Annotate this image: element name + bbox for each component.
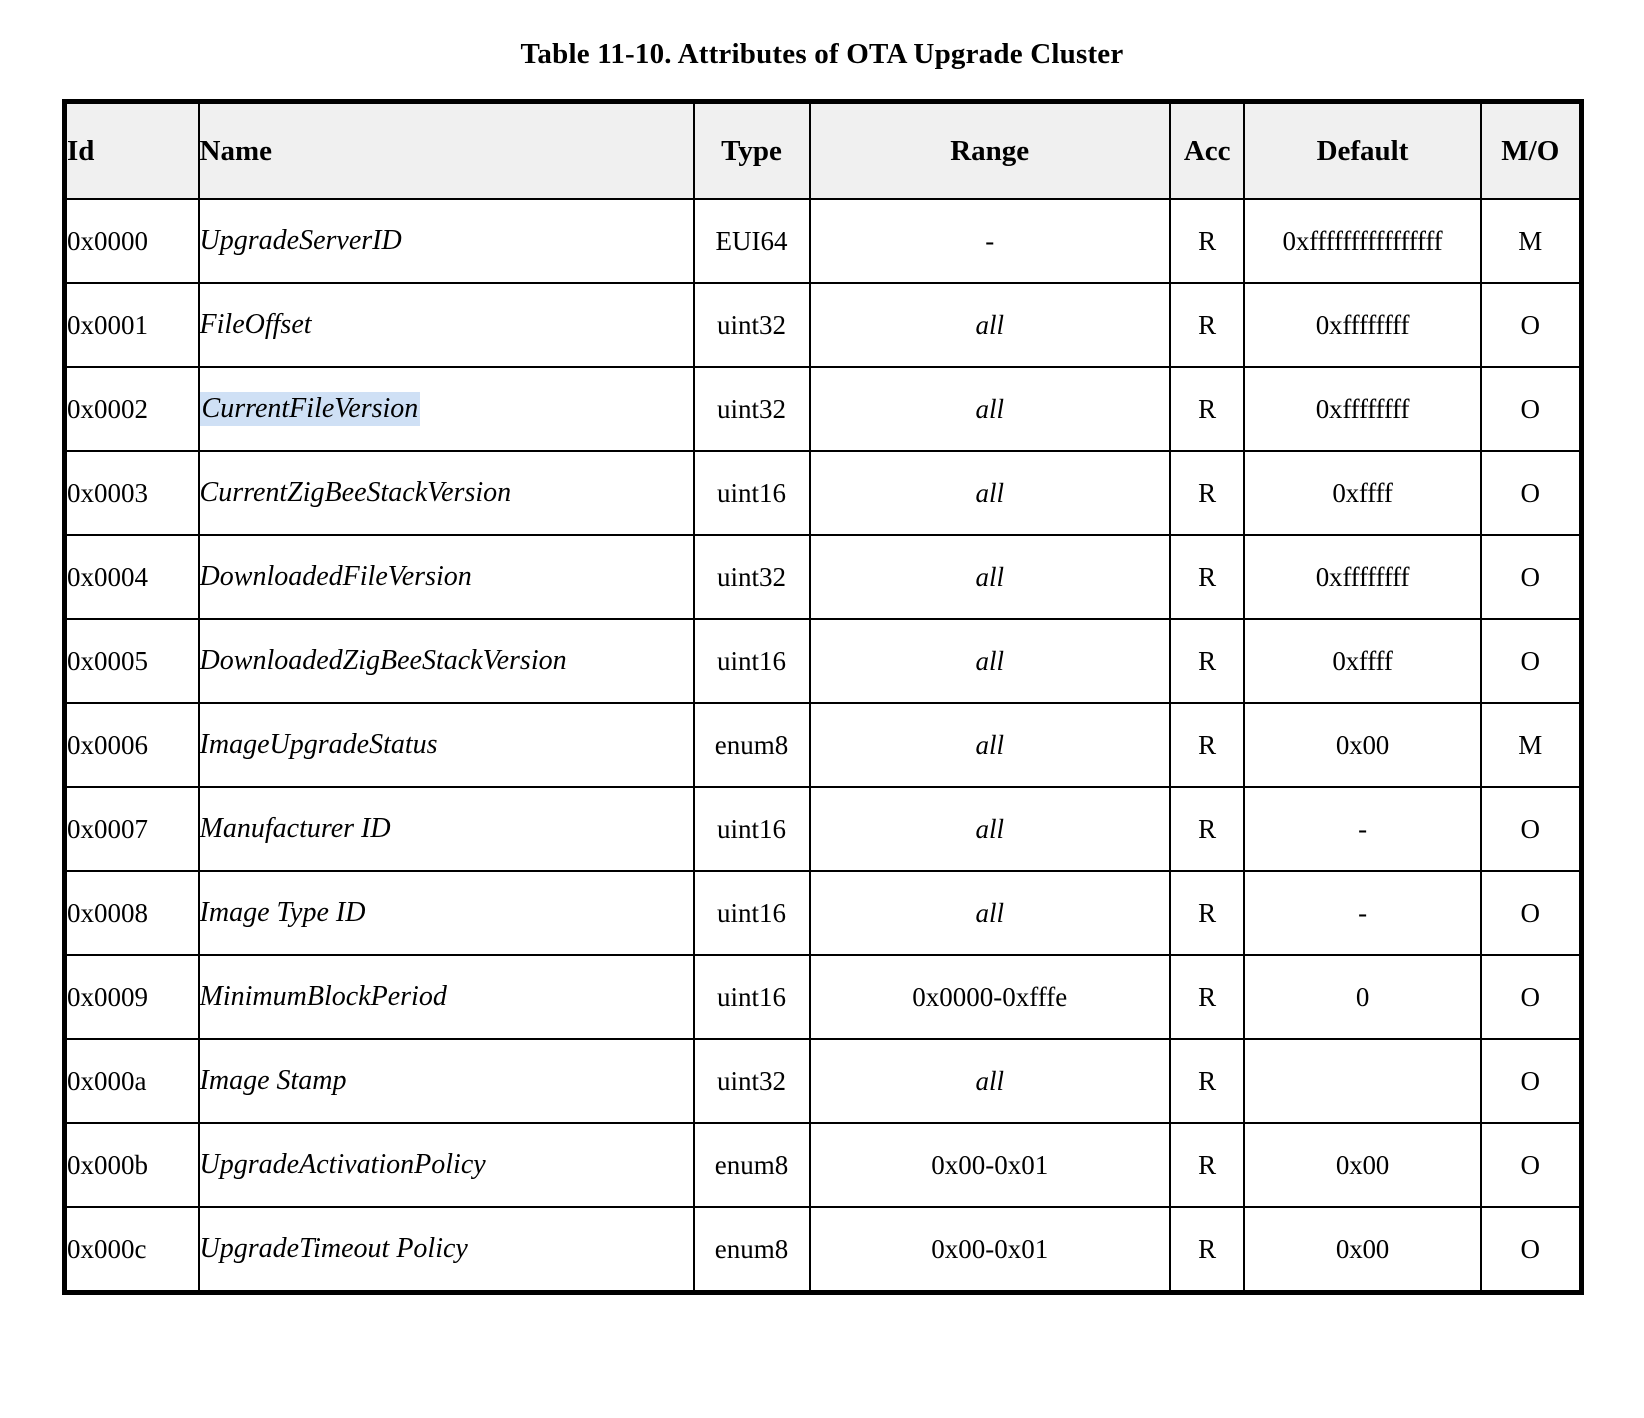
cell-default: 0xffff: [1244, 619, 1480, 703]
cell-acc: R: [1170, 199, 1245, 283]
cell-range: all: [810, 535, 1170, 619]
table-row: [66, 1039, 1580, 1123]
cell-mo: O: [1481, 367, 1580, 451]
cell-type: uint16: [694, 787, 810, 871]
cell-id: 0x000b: [66, 1123, 199, 1207]
cell-default: 0xffffffff: [1244, 535, 1480, 619]
cell-name: Manufacturer ID: [199, 787, 694, 871]
table-row: [66, 871, 1580, 955]
cell-default: 0xffffffff: [1244, 367, 1480, 451]
table-row: [66, 451, 1580, 535]
cell-type: enum8: [694, 1207, 810, 1291]
cell-range: -: [810, 199, 1170, 283]
cell-default: 0x00: [1244, 703, 1480, 787]
cell-range: all: [810, 1039, 1170, 1123]
cell-type: enum8: [694, 703, 810, 787]
cell-id: 0x0005: [66, 619, 199, 703]
cell-name: [199, 367, 694, 451]
cell-default: 0x00: [1244, 1207, 1480, 1291]
cell-range: 0x0000-0xfffe: [810, 955, 1170, 1039]
cell-id: 0x0008: [66, 871, 199, 955]
column-header-name: Name: [199, 103, 694, 199]
highlighted-attribute-name: CurrentFileVersion: [201, 393, 419, 424]
table-header: [66, 103, 1580, 199]
cell-type: uint16: [694, 619, 810, 703]
column-header-default: Default: [1244, 103, 1480, 199]
cell-mo: O: [1481, 1123, 1580, 1207]
cell-name: DownloadedFileVersion: [199, 535, 694, 619]
column-header-id: Id: [66, 103, 199, 199]
cell-type: uint32: [694, 367, 810, 451]
table-row: [66, 283, 1580, 367]
cell-name: FileOffset: [199, 283, 694, 367]
cell-acc: R: [1170, 871, 1245, 955]
column-header-range: Range: [810, 103, 1170, 199]
cell-name: MinimumBlockPeriod: [199, 955, 694, 1039]
cell-acc: R: [1170, 367, 1245, 451]
cell-id: 0x0002: [66, 367, 199, 451]
document-page: [0, 38, 1644, 1418]
column-header-mo: M/O: [1481, 103, 1580, 199]
table-container: [62, 99, 1584, 1295]
column-header-type: Type: [694, 103, 810, 199]
cell-mo: O: [1481, 955, 1580, 1039]
cell-name: UpgradeServerID: [199, 199, 694, 283]
cell-range: all: [810, 787, 1170, 871]
cell-default: 0xffffffffffffffff: [1244, 199, 1480, 283]
cell-type: uint16: [694, 451, 810, 535]
cell-default: -: [1244, 871, 1480, 955]
table-caption: Table 11-10. Attributes of OTA Upgrade Cluster: [520, 38, 1124, 70]
table-row: [66, 703, 1580, 787]
cell-mo: O: [1481, 871, 1580, 955]
table-row: [66, 535, 1580, 619]
table-row: [66, 367, 1580, 451]
cell-mo: M: [1481, 703, 1580, 787]
cell-id: 0x0003: [66, 451, 199, 535]
cell-range: all: [810, 619, 1170, 703]
cell-range: all: [810, 451, 1170, 535]
cell-mo: O: [1481, 619, 1580, 703]
cell-mo: M: [1481, 199, 1580, 283]
cell-default: -: [1244, 787, 1480, 871]
cell-mo: O: [1481, 787, 1580, 871]
cell-range: all: [810, 367, 1170, 451]
cell-range: 0x00-0x01: [810, 1207, 1170, 1291]
cell-acc: R: [1170, 955, 1245, 1039]
cell-acc: R: [1170, 1039, 1245, 1123]
cell-type: EUI64: [694, 199, 810, 283]
cell-name: Image Type ID: [199, 871, 694, 955]
cell-acc: R: [1170, 535, 1245, 619]
cell-type: enum8: [694, 1123, 810, 1207]
ota-upgrade-cluster-attributes-table: [65, 102, 1581, 1292]
cell-type: uint32: [694, 283, 810, 367]
table-row: [66, 199, 1580, 283]
table-row: [66, 619, 1580, 703]
cell-id: 0x0000: [66, 199, 199, 283]
cell-name: CurrentZigBeeStackVersion: [199, 451, 694, 535]
cell-name: ImageUpgradeStatus: [199, 703, 694, 787]
table-row: [66, 1207, 1580, 1291]
cell-type: uint16: [694, 955, 810, 1039]
cell-range: all: [810, 703, 1170, 787]
cell-name: DownloadedZigBeeStackVersion: [199, 619, 694, 703]
cell-acc: R: [1170, 451, 1245, 535]
cell-name: UpgradeActivationPolicy: [199, 1123, 694, 1207]
cell-id: 0x000c: [66, 1207, 199, 1291]
cell-default: 0xffffffff: [1244, 283, 1480, 367]
cell-name: UpgradeTimeout Policy: [199, 1207, 694, 1291]
column-header-acc: Acc: [1170, 103, 1245, 199]
cell-type: uint16: [694, 871, 810, 955]
cell-type: uint32: [694, 535, 810, 619]
cell-acc: R: [1170, 283, 1245, 367]
cell-mo: O: [1481, 1039, 1580, 1123]
cell-acc: R: [1170, 619, 1245, 703]
table-row: [66, 1123, 1580, 1207]
cell-id: 0x0004: [66, 535, 199, 619]
table-body: [66, 199, 1580, 1291]
cell-default: [1244, 1039, 1480, 1123]
cell-id: 0x0001: [66, 283, 199, 367]
table-header-row: [66, 103, 1580, 199]
cell-range: 0x00-0x01: [810, 1123, 1170, 1207]
cell-mo: O: [1481, 535, 1580, 619]
cell-default: 0: [1244, 955, 1480, 1039]
cell-name: Image Stamp: [199, 1039, 694, 1123]
cell-mo: O: [1481, 451, 1580, 535]
table-row: [66, 787, 1580, 871]
cell-default: 0x00: [1244, 1123, 1480, 1207]
table-row: [66, 955, 1580, 1039]
cell-id: 0x0009: [66, 955, 199, 1039]
cell-acc: R: [1170, 1207, 1245, 1291]
cell-id: 0x0007: [66, 787, 199, 871]
cell-range: all: [810, 871, 1170, 955]
cell-default: 0xffff: [1244, 451, 1480, 535]
cell-acc: R: [1170, 787, 1245, 871]
cell-range: all: [810, 283, 1170, 367]
cell-acc: R: [1170, 703, 1245, 787]
cell-id: 0x000a: [66, 1039, 199, 1123]
cell-acc: R: [1170, 1123, 1245, 1207]
cell-id: 0x0006: [66, 703, 199, 787]
cell-mo: O: [1481, 1207, 1580, 1291]
cell-mo: O: [1481, 283, 1580, 367]
cell-type: uint32: [694, 1039, 810, 1123]
